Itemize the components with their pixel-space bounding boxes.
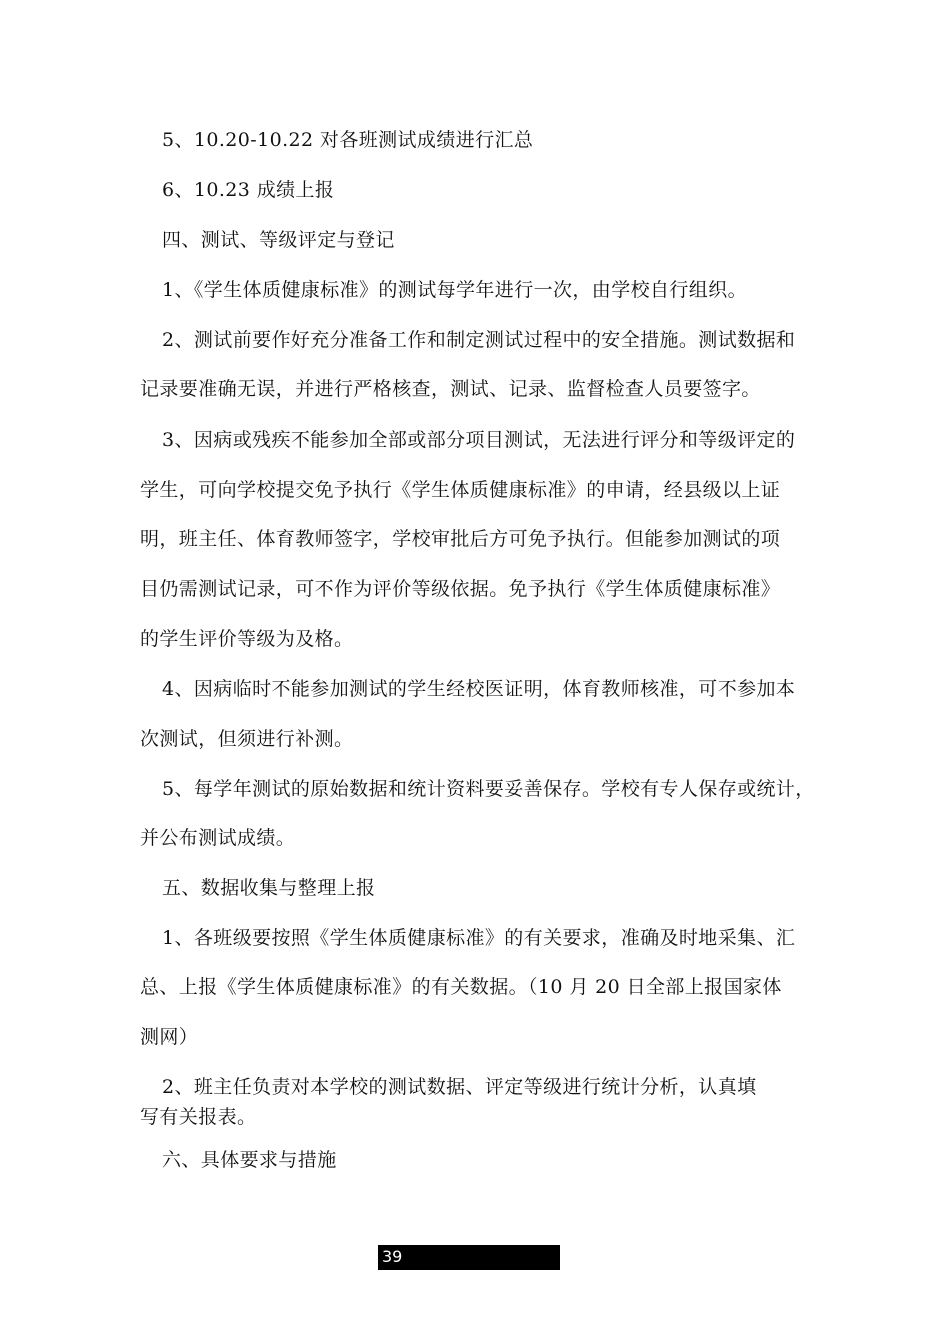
page-number: 39 <box>382 1247 403 1266</box>
section-heading-6: 六、具体要求与措施 <box>162 1149 337 1171</box>
text-line-10: 目仍需测试记录，可不作为评价等级依据。免予执行《学生体质健康标准》 <box>140 578 781 600</box>
text-line-8: 学生，可向学校提交免予执行《学生体质健康标准》的申请，经县级以上证 <box>140 479 781 501</box>
text-line-17: 1、各班级要按照《学生体质健康标准》的有关要求，准确及时地采集、汇 <box>162 927 796 949</box>
text-line-12: 4、因病临时不能参加测试的学生经校医证明，体育教师核准，可不参加本 <box>162 678 796 700</box>
text-line-14: 5、每学年测试的原始数据和统计资料要妥善保存。学校有专人保存或统计， <box>162 778 815 800</box>
text-line-11: 的学生评价等级为及格。 <box>140 628 354 650</box>
text-line-6: 记录要准确无误，并进行严格核查，测试、记录、监督检查人员要签字。 <box>140 378 761 400</box>
text-line-9: 明，班主任、体育教师签字，学校审批后方可免予执行。但能参加测试的项 <box>140 528 781 550</box>
text-line-5: 2、测试前要作好充分准备工作和制定测试过程中的安全措施。测试数据和 <box>162 329 796 351</box>
text-line-21: 写有关报表。 <box>140 1106 257 1128</box>
text-line-1: 5、10.20-10.22 对各班测试成绩进行汇总 <box>162 129 534 151</box>
text-line-19: 测网） <box>140 1026 199 1048</box>
section-heading-5: 五、数据收集与整理上报 <box>162 877 376 899</box>
text-line-15: 并公布测试成绩。 <box>140 827 296 849</box>
text-line-18: 总、上报《学生体质健康标准》的有关数据。（10 月 20 日全部上报国家体 <box>140 976 782 998</box>
section-heading-4: 四、测试、等级评定与登记 <box>162 229 395 251</box>
page-number-bar <box>378 1245 560 1270</box>
text-line-13: 次测试，但须进行补测。 <box>140 728 354 750</box>
text-line-20: 2、班主任负责对本学校的测试数据、评定等级进行统计分析，认真填 <box>162 1076 757 1098</box>
text-line-2: 6、10.23 成绩上报 <box>162 179 335 201</box>
text-line-7: 3、因病或残疾不能参加全部或部分项目测试，无法进行评分和等级评定的 <box>162 429 796 451</box>
text-line-4: 1、《学生体质健康标准》的测试每学年进行一次，由学校自行组织。 <box>162 279 747 301</box>
